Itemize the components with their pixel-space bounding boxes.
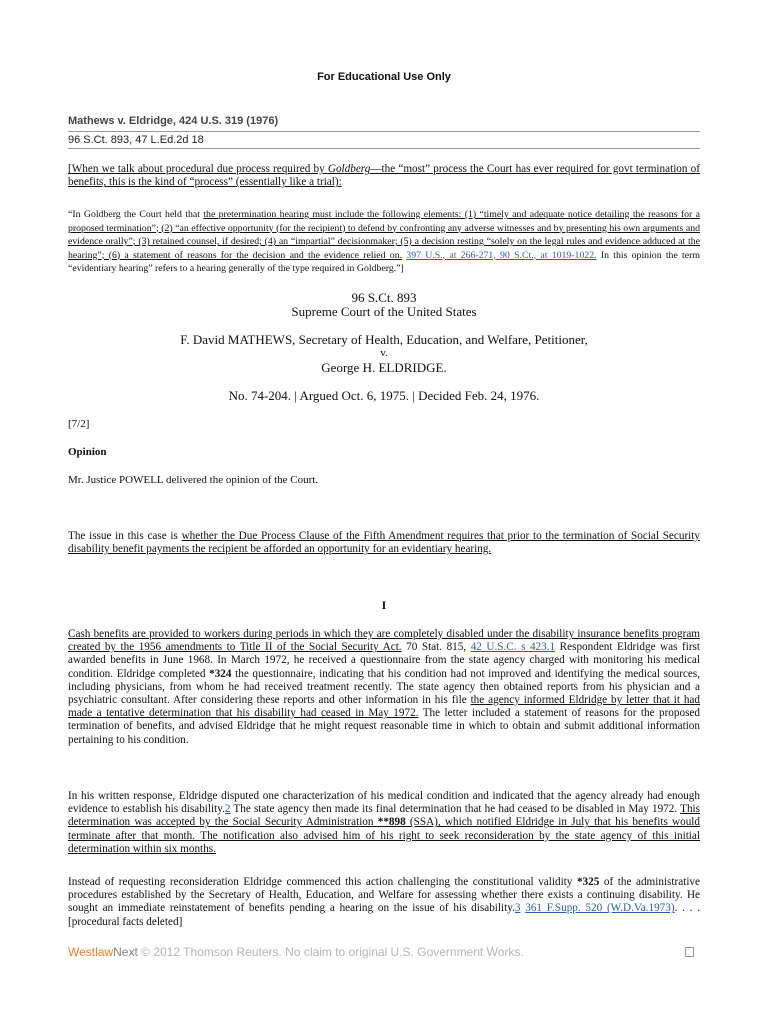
vote-count: [7/2] [68,418,90,430]
citation-link[interactable]: 397 U.S., at 266-271, 90 S.Ct., at 1019-1022. [406,249,597,261]
divider [68,131,700,132]
docket-info: No. 74-204. | Argued Oct. 6, 1975. | Decided Feb. 24, 1976. [228,388,540,403]
footnote-link[interactable]: 1 [549,641,556,654]
annotation-intro [68,163,700,189]
versus: v. [380,347,388,359]
paragraph-facts-3: Instead of requesting reconsideration Eldridge commenced this action challenging the constitutional validity *325 of the administrative procedures established by the Secretary of Health, Education, and Welfare for assessing whether there exists a continuing disability. He sought an immediate reinstatement of benefits pending a hearing on the issue of his disability.3 361 F.Supp. 520 (W.D.Va.1973). . . . [procedural facts deleted] [68,876,701,928]
footnote-link[interactable]: 2 [224,803,231,816]
page-icon [685,947,694,957]
westlaw-logo: Westlaw [68,945,114,959]
respondent: George H. ELDRIDGE. [321,360,447,375]
case-title: Mathews v. Eldridge, 424 U.S. 319 (1976) [68,115,279,127]
paragraph-facts-2: In his written response, Eldridge disputed one characterization of his medical condition and indicated that the agency already had enough evidence to establish his disability.2 The state agency then made its final determination that he had ceased to be disabled in May 1972. This determination was accepted by the Social Security Administration **898 (SSA), which notified Eldridge in July that his benefits would terminate after that month. The notification also advised him of his right to seek reconsideration by the state agency of this initial determination within six months. [68,790,701,855]
court-name: Supreme Court of the United States [291,304,477,319]
petitioner: F. David MATHEWS, Secretary of Health, Education, and Welfare, Petitioner, [180,332,588,347]
goldberg-quote: “In Goldberg the Court held that the pretermination hearing must include the following elements: (1) “timely and adequate notice detailing the reasons for a proposed termination”; (2) “an effective opportunity (for the recipient) to defend by confronting any adverse witnesses and by presenting his own arguments and evidence orally”; (3) retained counsel, if desired; (4) an “impartial” decisionmaker; (5) a decision resting “solely on the legal rules and evidence adduced at the hearing”; (6) a statement of reasons for the decision and the evidence relied on. 397 U.S., at 266-271, 90 S.Ct., at 1019-1022. In this opinion the term “evidentiary hearing” refers to a hearing generally of the type required in Goldberg.”] [68,209,701,274]
reporter-citation: 96 S.Ct. 893 [351,290,417,305]
issue-paragraph: The issue in this case is whether the Due Process Clause of the Fifth Amendment requires that prior to the termination of Social Security disability benefit payments the recipient be afforded an opportunity for an evidentiary hearing. [68,530,700,556]
citation: 96 S.Ct. 893, 47 L.Ed.2d 18 [68,134,204,146]
educational-use-notice: For Educational Use Only [317,71,451,83]
case-citation-link[interactable]: 361 F.Supp. 520 (W.D.Va.1973) [525,902,675,915]
page-footer [68,945,700,961]
statute-link[interactable]: 42 U.S.C. s 423. [470,641,550,654]
copyright-notice: © 2012 Thomson Reuters. No claim to original U.S. Government Works. [141,945,524,959]
footnote-link[interactable]: 3 [514,902,521,915]
opinion-heading: Opinion [68,446,107,458]
divider [68,148,700,149]
delivered-by: Mr. Justice POWELL delivered the opinion of the Court. [68,474,319,486]
annotation-intro-text: [When we talk about procedural due process required by Goldberg—the “most” process the Court has ever required for govt termination of benefits, this is the kind of “process” (essentially like a trial): [68,163,700,189]
section-heading: I [381,598,387,612]
paragraph-facts-1: Cash benefits are provided to workers during periods in which they are completely disabled under the disability insurance benefits program created by the 1956 amendments to Title II of the Social Security Act. 70 Stat. 815, 42 U.S.C. s 423.1 Respondent Eldridge was first awarded benefits in June 1968. In March 1972, he received a questionnaire from the state agency charged with monitoring his medical condition. Eldridge completed *324 the questionnaire, indicating that his condition had not improved and identifying the medical sources, including physicians, from whom he had received treatment recently. The state agency then obtained reports from his physician and a psychiatric consultant. After considering these reports and other information in his file the agency informed Eldridge by letter that it had made a tentative determination that his disability had ceased in May 1972. The letter included a statement of reasons for the proposed termination of benefits, and advised Eldridge that he might request reasonable time in which to obtain and submit additional information pertaining to his condition. [68,628,701,746]
next-logo: Next [113,945,138,959]
